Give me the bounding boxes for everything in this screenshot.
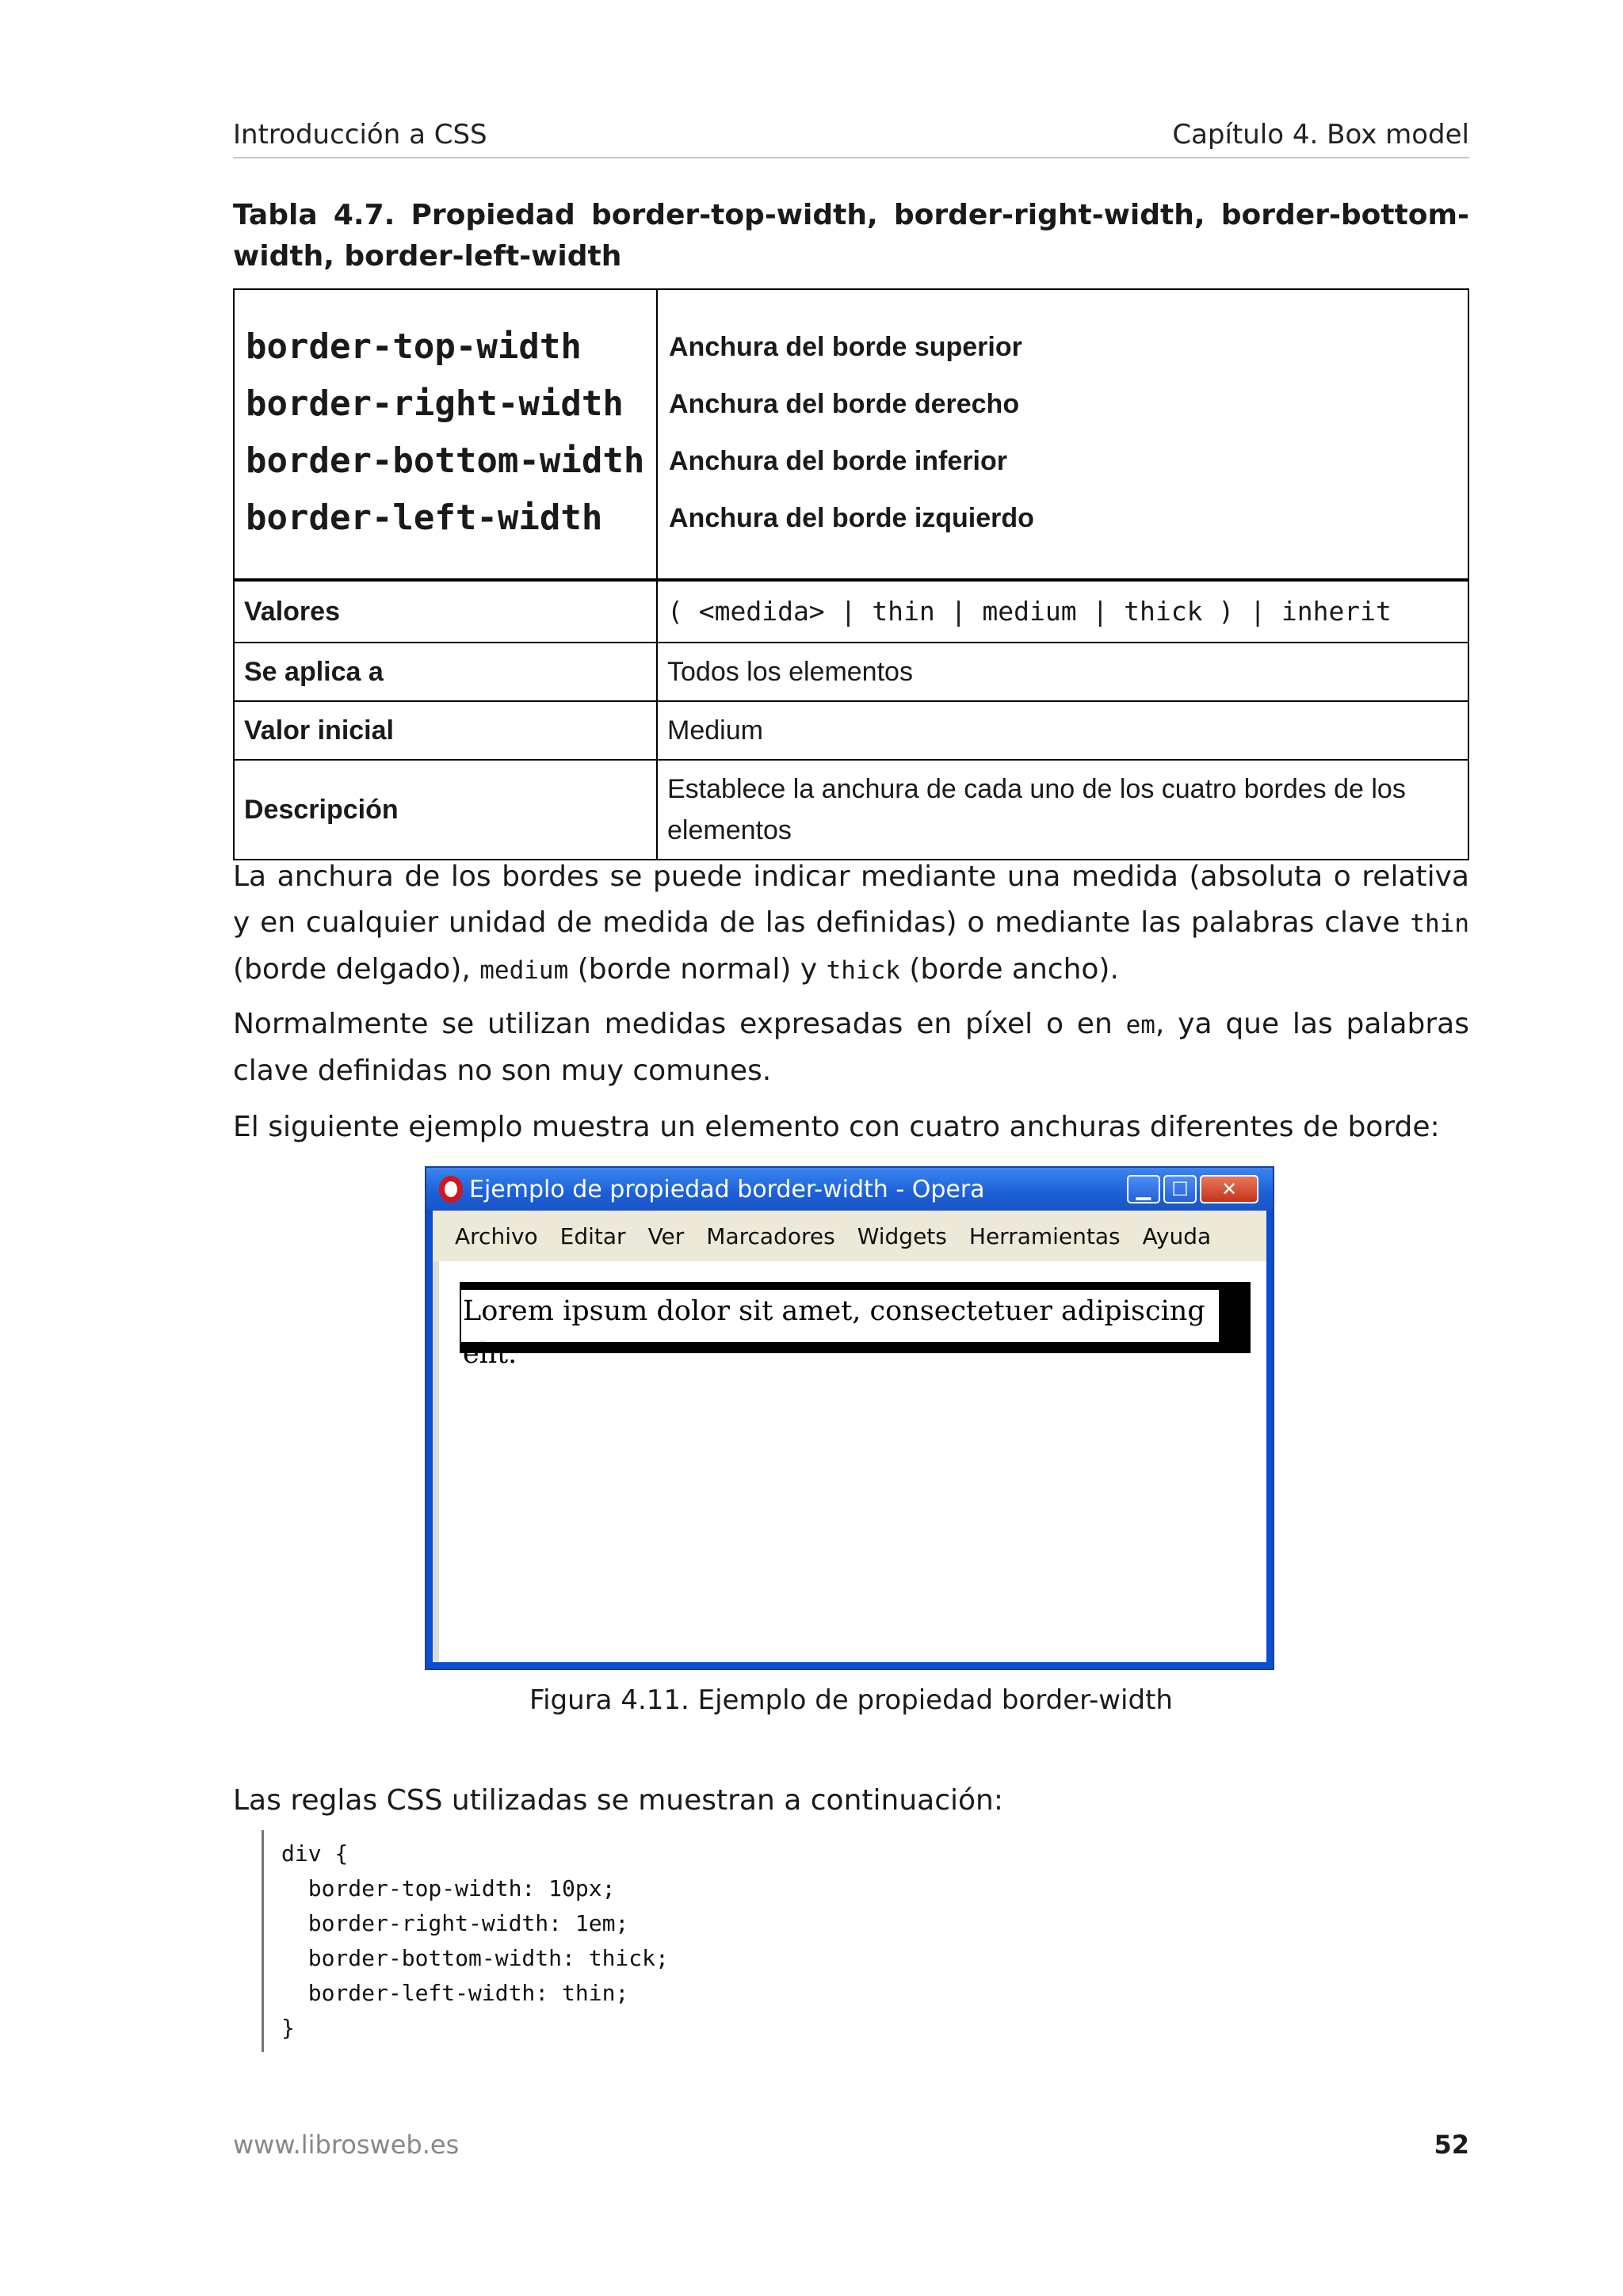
header-book-title: Introducción a CSS bbox=[233, 119, 487, 151]
minimize-icon: ▁ bbox=[1127, 1175, 1160, 1203]
applies-label: Se aplica a bbox=[234, 643, 657, 701]
table-row bbox=[234, 701, 1468, 760]
running-header bbox=[233, 119, 1469, 158]
footer-url: www.librosweb.es bbox=[233, 2130, 460, 2160]
property-names-row bbox=[234, 289, 1468, 580]
inline-code: thick bbox=[826, 956, 900, 985]
header-chapter: Capítulo 4. Box model bbox=[1172, 119, 1469, 151]
inline-code: thin bbox=[1410, 910, 1469, 938]
menu-item-archivo: Archivo bbox=[455, 1222, 538, 1249]
bordered-div-demo bbox=[460, 1282, 1251, 1370]
paragraph-common-units bbox=[233, 1001, 1469, 1094]
page-number: 52 bbox=[1434, 2130, 1469, 2160]
text: , ya que las palabras clave definidas no son muy comunes. bbox=[233, 1008, 1469, 1087]
window-viewport bbox=[433, 1261, 1266, 1662]
table-caption: Tabla 4.7. Propiedad border-top-width, border-right-width, border-bottom-width, border-left-width bbox=[233, 199, 1469, 273]
menu-item-marcadores: Marcadores bbox=[706, 1222, 835, 1249]
browser-window-screenshot bbox=[425, 1166, 1274, 1670]
menu-item-editar: Editar bbox=[559, 1222, 626, 1249]
property-description: Anchura del borde inferior bbox=[669, 446, 1007, 476]
window-controls bbox=[1127, 1175, 1258, 1203]
applies-value: Todos los elementos bbox=[657, 643, 1468, 701]
text: Normalmente se utilizan medidas expresadas en píxel o en bbox=[233, 1008, 1126, 1040]
property-name: border-bottom-width bbox=[246, 441, 645, 481]
description-value: Establece la anchura de cada uno de los cuatro bordes de los elementos bbox=[657, 760, 1468, 860]
menu-item-widgets: Widgets bbox=[857, 1222, 947, 1249]
table-row bbox=[234, 580, 1468, 643]
menu-item-herramientas: Herramientas bbox=[968, 1222, 1121, 1249]
paragraph-css-rules: Las reglas CSS utilizadas se muestran a continuación: bbox=[233, 1784, 1003, 1817]
property-name: border-right-width bbox=[246, 383, 624, 424]
inline-code: em bbox=[1125, 1011, 1155, 1039]
property-names-cell bbox=[234, 289, 657, 580]
inline-code: medium bbox=[479, 956, 569, 985]
property-name: border-left-width bbox=[246, 498, 603, 538]
values-label: Valores bbox=[234, 580, 657, 643]
initial-value: Medium bbox=[657, 701, 1468, 760]
text: (borde delgado), bbox=[233, 953, 480, 986]
paragraph-example-intro: El siguiente ejemplo muestra un elemento con cuatro anchuras diferentes de borde: bbox=[233, 1111, 1440, 1143]
maximize-icon: ☐ bbox=[1163, 1175, 1197, 1203]
window-menubar bbox=[433, 1211, 1266, 1261]
property-name: border-top-width bbox=[246, 326, 582, 367]
initial-label: Valor inicial bbox=[234, 701, 657, 760]
paragraph-border-units bbox=[233, 854, 1469, 994]
property-table bbox=[233, 288, 1469, 860]
figure-caption: Figura 4.11. Ejemplo de propiedad border-width bbox=[529, 1684, 1173, 1716]
close-icon: ✕ bbox=[1200, 1175, 1258, 1203]
menu-item-ver: Ver bbox=[647, 1222, 685, 1249]
viewport-edge bbox=[433, 1261, 439, 1662]
opera-logo-icon bbox=[439, 1176, 463, 1203]
window-title: Ejemplo de propiedad border-width - Opera bbox=[469, 1175, 985, 1203]
property-description: Anchura del borde izquierdo bbox=[669, 503, 1034, 533]
demo-text: Lorem ipsum dolor sit amet, consectetuer adipiscing elit. bbox=[461, 1290, 1219, 1342]
table-row bbox=[234, 643, 1468, 701]
description-label: Descripción bbox=[234, 760, 657, 860]
text: (borde normal) y bbox=[568, 953, 827, 986]
code-block: div { border-top-width: 10px; border-right-width: 1em; border-bottom-width: thick; border-left-width: thin; } bbox=[262, 1830, 836, 2052]
text: (borde ancho). bbox=[899, 953, 1119, 986]
values-value: ( <medida> | thin | medium | thick ) | inherit bbox=[657, 580, 1468, 643]
property-description: Anchura del borde derecho bbox=[669, 389, 1020, 419]
menu-item-ayuda: Ayuda bbox=[1142, 1222, 1212, 1249]
text: La anchura de los bordes se puede indicar mediante una medida (absoluta o relativa y en cualquier unidad de medida de las definidas) o mediante las palabras clave bbox=[233, 860, 1469, 939]
property-description: Anchura del borde superior bbox=[669, 332, 1022, 362]
window-titlebar bbox=[426, 1168, 1273, 1211]
property-descriptions-cell bbox=[657, 289, 1468, 580]
table-row bbox=[234, 760, 1468, 860]
